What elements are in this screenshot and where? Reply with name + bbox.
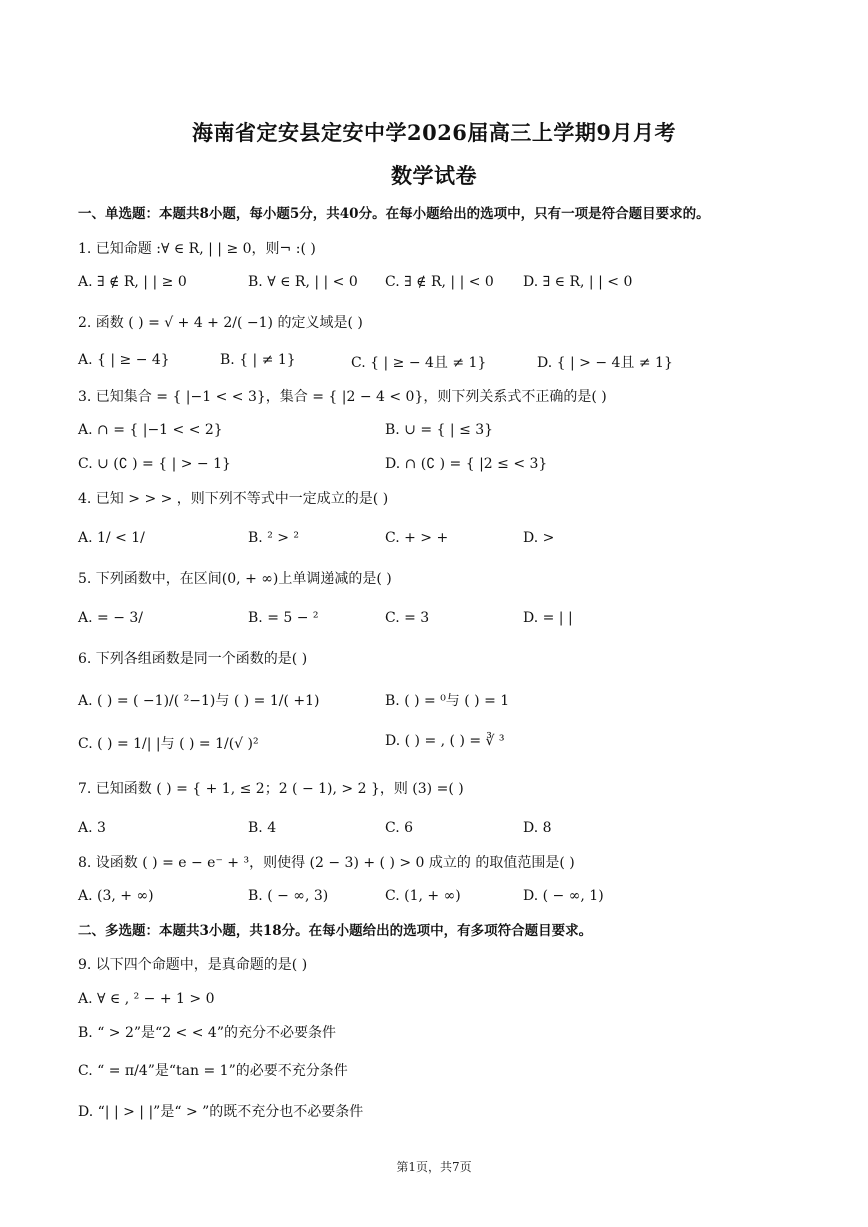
- section-heading-single-choice: 一、单选题：本题共8小题，每小题5分，共40分。在每小题给出的选项中，只有一项是符合题目要求的。: [78, 206, 710, 222]
- option-c: C. (1, + ∞): [385, 888, 461, 904]
- option-d: D. ∩ (∁ ) = { |2 ≤ < 3}: [385, 456, 548, 472]
- option-a: A. 1/ < 1/: [78, 530, 145, 546]
- option-a: A. = − 3/: [78, 610, 143, 626]
- option-c: C. ∃ ∉ R, | | < 0: [385, 274, 494, 290]
- question-2-stem: 2. 函数 ( ) = √ + 4 + 2/( −1) 的定义域是( ): [78, 315, 363, 331]
- option-c: C. = 3: [385, 610, 430, 626]
- option-c: C. ∪ (∁ ) = { | > − 1}: [78, 456, 231, 472]
- question-7-options: [78, 820, 838, 842]
- option-b: B. ∪ = { | ≤ 3}: [385, 422, 494, 438]
- option-d: D. ( ) = , ( ) = ∛ ³: [385, 733, 505, 749]
- option-b: B. ² > ²: [248, 530, 300, 546]
- question-2-options: [78, 352, 838, 374]
- question-5-options: [78, 610, 838, 632]
- question-4-options: [78, 530, 838, 552]
- page-title: 海南省定安县定安中学2026届高三上学期9月月考: [191, 120, 677, 145]
- option-d: D. 8: [523, 820, 552, 836]
- question-9-stem: 9. 以下四个命题中，是真命题的是( ): [78, 957, 308, 973]
- option-d: D. >: [523, 530, 555, 546]
- question-1-options: [78, 274, 838, 296]
- question-9-option-c: C. “ = π/4”是“tan = 1”的必要不充分条件: [78, 1063, 348, 1079]
- question-4-stem: 4. 已知 > > > ，则下列不等式中一定成立的是( ): [78, 491, 389, 507]
- question-9-option-b: B. “ > 2”是“2 < < 4”的充分不必要条件: [78, 1025, 336, 1041]
- option-b: B. ( − ∞, 3): [248, 888, 329, 904]
- question-3-stem: 3. 已知集合 = { |−1 < < 3}，集合 = { |2 − 4 < 0}，则下列关系式不正确的是( ): [78, 389, 607, 405]
- question-8-stem: 8. 设函数 ( ) = e − e⁻ + ³，则使得 (2 − 3) + ( ) > 0 成立的 的取值范围是( ): [78, 855, 575, 871]
- option-a: A. ∩ = { |−1 < < 2}: [78, 422, 223, 438]
- question-7-stem: 7. 已知函数 ( ) = { + 1, ≤ 2；2 ( − 1), > 2 }，则 (3) =( ): [78, 781, 464, 797]
- option-a: A. ( ) = ( −1)/( ²−1)与 ( ) = 1/( +1): [78, 693, 320, 709]
- option-a: A. 3: [78, 820, 106, 836]
- option-d: D. { | > − 4且 ≠ 1}: [537, 355, 673, 371]
- option-d: D. = | |: [523, 610, 573, 626]
- option-c: C. { | ≥ − 4且 ≠ 1}: [351, 355, 487, 371]
- question-5-stem: 5. 下列函数中，在区间(0, + ∞)上单调递减的是( ): [78, 571, 392, 587]
- question-9-option-a: A. ∀ ∈ , ² − + 1 > 0: [78, 991, 215, 1007]
- option-a: A. { | ≥ − 4}: [78, 352, 170, 368]
- option-c: C. 6: [385, 820, 414, 836]
- option-b: B. ∀ ∈ R, | | < 0: [248, 274, 358, 290]
- page-subtitle: 数学试卷: [391, 163, 477, 188]
- question-9-option-d: D. “| | > | |”是“ > ”的既不充分也不必要条件: [78, 1104, 364, 1120]
- question-6-stem: 6. 下列各组函数是同一个函数的是( ): [78, 651, 308, 667]
- option-d: D. ( − ∞, 1): [523, 888, 604, 904]
- option-d: D. ∃ ∈ R, | | < 0: [523, 274, 633, 290]
- question-8-options: [78, 888, 838, 910]
- option-b: B. { | ≠ 1}: [220, 352, 296, 368]
- question-3-options-row1: [78, 422, 838, 444]
- option-c: C. ( ) = 1/| |与 ( ) = 1/(√ )²: [78, 736, 259, 752]
- option-b: B. ( ) = ⁰与 ( ) = 1: [385, 693, 510, 709]
- section-heading-multiple-choice: 二、多选题：本题共3小题，共18分。在每小题给出的选项中，有多项符合题目要求。: [78, 923, 593, 939]
- option-b: B. 4: [248, 820, 277, 836]
- question-6-options-row1: [78, 690, 838, 712]
- option-a: A. ∃ ∉ R, | | ≥ 0: [78, 274, 187, 290]
- question-6-options-row2: [78, 733, 838, 755]
- question-3-options-row2: [78, 456, 838, 478]
- option-c: C. + > +: [385, 530, 449, 546]
- question-1-stem: 1. 已知命题 :∀ ∈ R, | | ≥ 0，则¬ :( ): [78, 241, 316, 257]
- option-a: A. (3, + ∞): [78, 888, 154, 904]
- page-footer: 第1页，共7页: [396, 1160, 472, 1174]
- option-b: B. = 5 − ²: [248, 610, 319, 626]
